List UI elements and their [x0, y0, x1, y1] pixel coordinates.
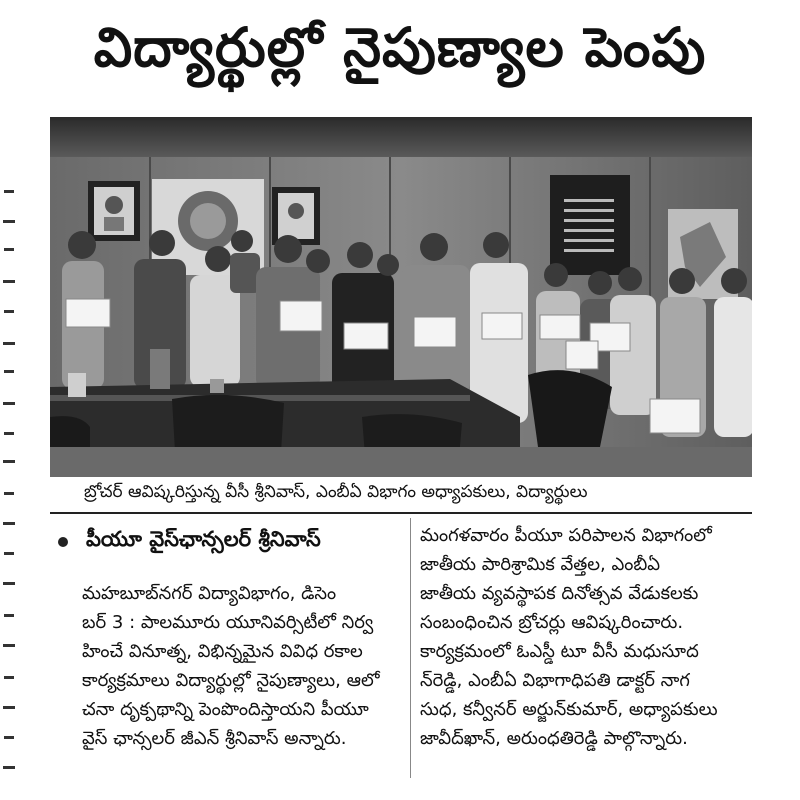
column-divider: [410, 518, 411, 778]
subhead: [58, 520, 406, 564]
body-line: సుధ, కన్వీనర్ అర్జున్‌కుమార్, అధ్యాపకులు: [420, 699, 718, 720]
body-line: న్‌రెడ్డి, ఎంబీఏ విభాగాధిపతి డాక్టర్ నాగ: [420, 670, 690, 691]
adjacent-column-edge: [0, 120, 18, 800]
body-line: జావీద్‌ఖాన్, అరుంధతిరెడ్డి పాల్గొన్నారు.: [420, 728, 688, 749]
article-body-left: [82, 579, 404, 753]
bullet-icon: [58, 537, 68, 547]
body-line: వైస్ ఛాన్సలర్ జీఎన్ శ్రీనివాస్ అన్నారు.: [82, 728, 347, 749]
body-line: హించే వినూత్న, విభిన్నమైన వివిధ రకాల: [82, 641, 363, 662]
body-line: సంబంధించిన బ్రోచర్లు ఆవిష్కరించారు.: [420, 612, 684, 633]
body-line: కార్యక్రమాలు విద్యార్థుల్లో నైపుణ్యాలు, ఆలో: [82, 670, 380, 691]
headline: విద్యార్థుల్లో నైపుణ్యాల పెంపు: [93, 15, 707, 79]
article-body-right: [420, 521, 760, 753]
body-line: చనా దృక్పథాన్ని పెంపొందిస్తాయని పీయూ: [82, 699, 369, 720]
body-line: జాతీయ పారిశ్రామిక వేత్తల, ఎంబీఏ: [420, 554, 661, 575]
body-line: మంగళవారం పీయూ పరిపాలన విభాగంలో: [420, 525, 712, 546]
body-line: బర్ 3 : పాలమూరు యూనివర్సిటీలో నిర్వ: [82, 612, 374, 633]
body-line: మహబూబ్‌నగర్ విద్యావిభాగం, డిసెం: [82, 583, 337, 604]
body-line: కార్యక్రమంలో ఓఎస్డీ టూ వీసీ మధుసూద: [420, 641, 699, 662]
news-photo: [50, 117, 752, 477]
caption-rule: [50, 512, 752, 514]
subhead-text: పీయూ వైస్‌ఛాన్సలర్ శ్రీనివాస్: [86, 527, 321, 551]
photo-caption: బ్రోచర్ ఆవిష్కరిస్తున్న వీసీ శ్రీనివాస్, ఎంబీఏ విభాగం అధ్యాపకులు, విద్యార్థులు: [84, 482, 588, 502]
body-line: జాతీయ వ్యవస్థాపక దినోత్సవ వేడుకలకు: [420, 583, 699, 604]
